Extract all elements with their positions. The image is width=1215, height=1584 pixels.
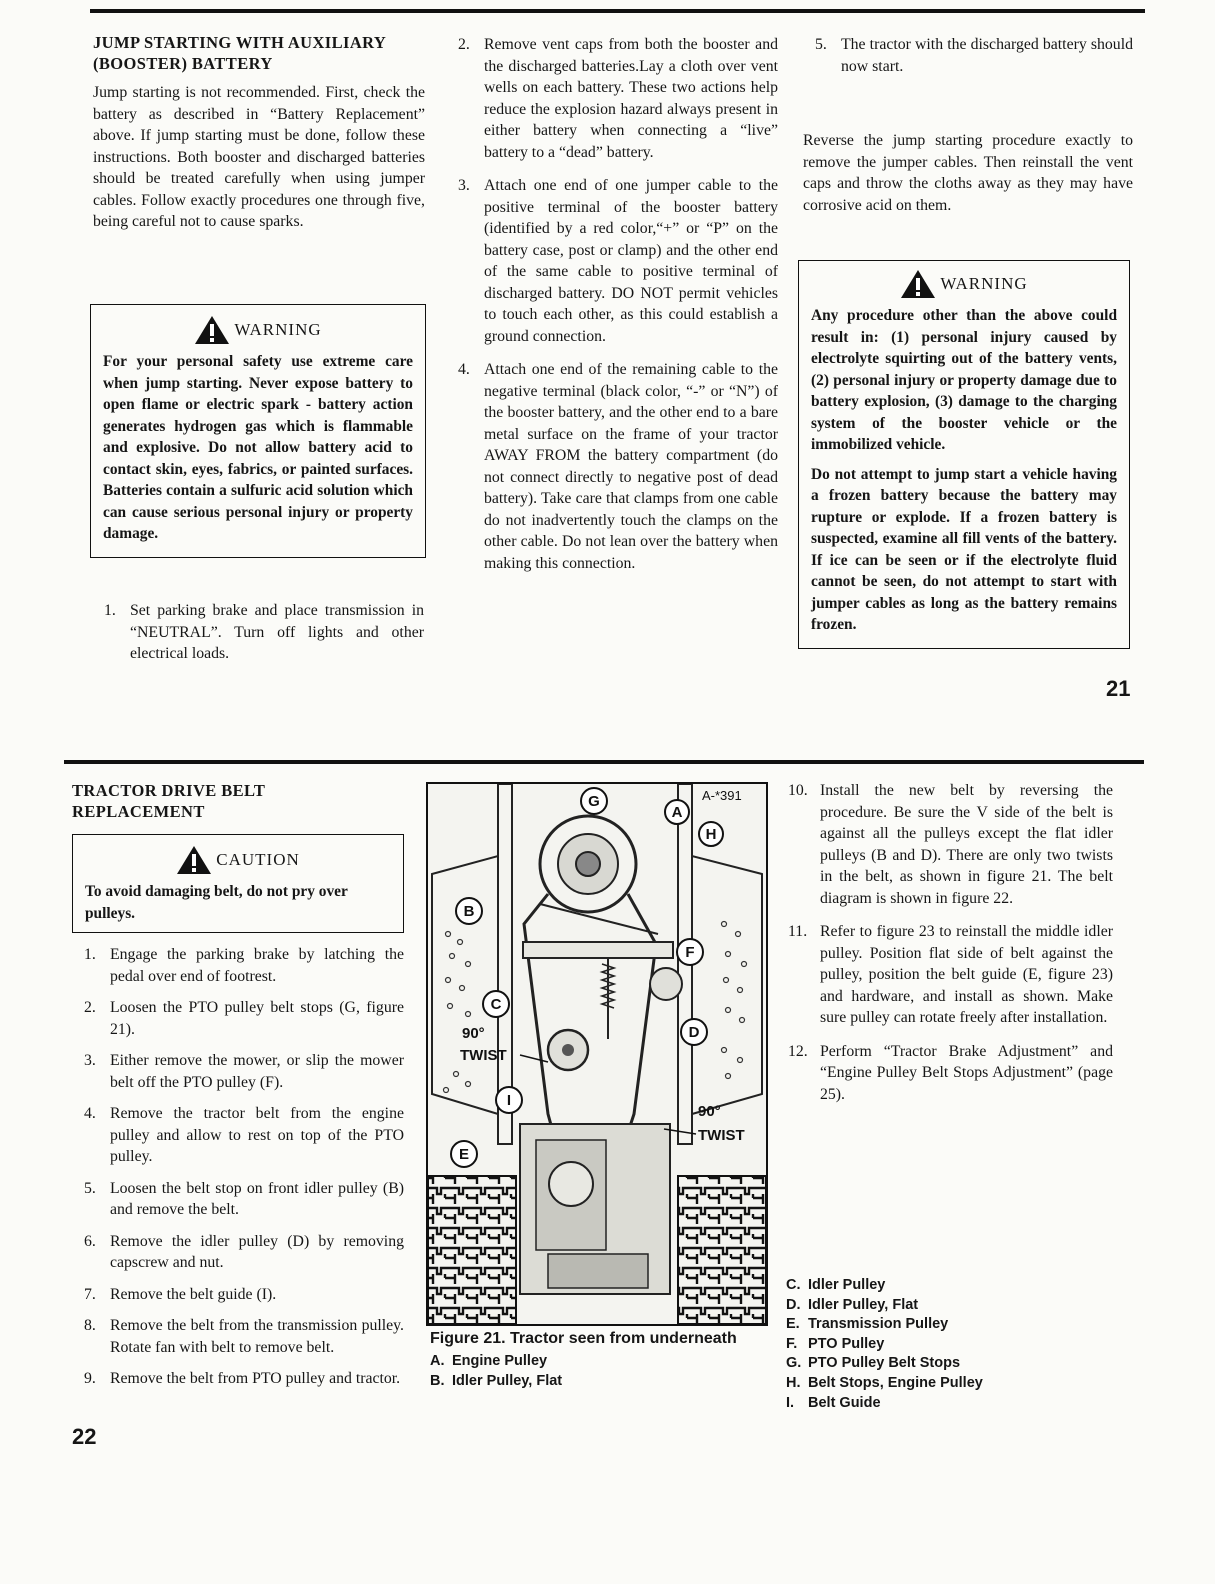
callout-c [483, 991, 509, 1017]
bottom-steps-right [788, 780, 1113, 1115]
warning-box-2 [798, 260, 1130, 649]
list-item: 5. Loosen the belt stop on front idler pulley (B) and remove the belt. [84, 1179, 404, 1218]
svg-text:C: C [490, 996, 502, 1013]
callout-b [456, 898, 482, 924]
callout-h [699, 822, 723, 846]
legend-item-c: C. Idler Pulley [786, 1277, 886, 1293]
list-item: 6. Remove the idler pulley (D) by removing capscrew and nut. [84, 1232, 404, 1271]
legend-item-e: E. Transmission Pulley [786, 1316, 949, 1333]
callout-f [677, 939, 703, 965]
figure-21-caption-block [430, 1328, 760, 1391]
svg-text:F: F [685, 944, 695, 961]
svg-text:G: G [588, 793, 600, 810]
list-item: 2. Loosen the PTO pulley belt stops (G, figure 21). [84, 999, 404, 1038]
twist-label-90-right: 90° [698, 1103, 721, 1120]
list-item: 4. Attach one end of the remaining cable to the negative terminal (black color, “-” or “N”) of the booster battery, and the other end to a bare metal surface on the frame of your tractor AWAY FROM the battery compartment (do not connect directly to negative post of dead battery). Take care that clamps from one cable do not inadvertently touch the clamps on the other cable. Do not lean over the battery when making this connection. [458, 361, 778, 572]
page-number-21: 21 [1106, 676, 1131, 701]
legend-item-d: D. Idler Pulley, Flat [786, 1296, 919, 1313]
list-item: 10. Install the new belt by reversing the procedure. Be sure the V side of the belt is against all the pulleys except the flat idler pulleys (B and D). There are only two twists in the belt, as shown in figure 21. The belt diagram is shown in figure 22. [788, 782, 1113, 907]
list-item: 11. Refer to figure 23 to reinstall the middle idler pulley. Position flat side of belt against the pulley, position the belt guide (E, figure 23) and hardware, and install as shown. Make sure pulley can rotate freely after installation. [788, 923, 1113, 1026]
legend-item-h: H. Belt Stops, Engine Pulley [786, 1374, 983, 1391]
figure-21-caption: Figure 21. Tractor seen from underneath [430, 1330, 737, 1347]
warning-text-1: For your personal safety use extreme care when jump starting. Never expose battery to open flame or electric spark - battery action generates hydrogen gas which is flammable and explosive. Do not allow battery acid to contact skin, eyes, fabrics, or painted surfaces. Batteries contain a sulfuric acid solution which can cause serious personal injury or property damage. [103, 353, 413, 542]
list-item: 2. Remove vent caps from both the booster and the discharged batteries.Lay a cloth over vent wells on each battery. These two actions help reduce the explosion hazard always present in either battery when connecting a “live” battery to a “dead” battery. [458, 36, 778, 161]
figure-21-tractor-underside [426, 782, 768, 1326]
warning-triangle-icon [900, 269, 936, 299]
warning-text-2b: Do not attempt to jump start a vehicle having a frozen battery because the battery may rupture or explode. If a frozen battery is suspected, examine all fill vents of the battery. If ice can be seen or if the electrolyte fluid cannot be seen, do not attempt to start with jumper cables as long as the battery remains frozen. [811, 465, 1117, 633]
warning-text-2a: Any procedure other than the above could result in: (1) personal injury caused by electrolyte squirting out of the battery vents, (2) personal injury or property damage due to battery explosion, (3) damage to the charging system of the booster vehicle or the immobilized vehicle. [811, 307, 1117, 453]
top-middle-column [458, 34, 778, 584]
list-item: 7. Remove the belt guide (I). [84, 1285, 277, 1303]
list-item: 9. Remove the belt from PTO pulley and tractor. [84, 1370, 401, 1387]
callout-d [681, 1019, 707, 1045]
list-item: 3. Either remove the mower, or slip the mower belt off the PTO pulley (F). [84, 1052, 404, 1091]
caution-title [85, 845, 391, 875]
warning-label-1: WARNING [234, 320, 322, 340]
svg-text:D: D [688, 1024, 700, 1041]
caution-text: To avoid damaging belt, do not pry over pulleys. [85, 883, 348, 922]
top-rule [90, 9, 1145, 13]
jump-start-heading: JUMP STARTING WITH AUXILIARY (BOOSTER) BATTERY [93, 33, 387, 73]
legend-item-f: F. PTO Pulley [786, 1335, 885, 1352]
page-number-22: 22 [72, 1424, 97, 1449]
bottom-rule [64, 760, 1144, 764]
list-item: 3. Attach one end of one jumper cable to the positive terminal of the booster battery (identified by a red color,“+” or “P” on the battery case, post or clamp) and the other end of the same cable to positive terminal of discharged battery. DO NOT permit vehicles to touch each other, as this could establish a ground connection. [458, 177, 778, 345]
reverse-procedure: Reverse the jump starting procedure exactly to remove the jumper cables. Then reinstall the vent caps and throw the cloths away as they may have corrosive acid on them. [803, 132, 1133, 214]
list-item: 4. Remove the tractor belt from the engine pulley and allow to rest on top of the PTO pulley. [84, 1105, 404, 1165]
twist-label-90-left: 90° [462, 1025, 485, 1042]
caution-box [72, 834, 404, 933]
jump-start-intro: Jump starting is not recommended. First, check the battery as described in “Battery Replacement” above. If jump starting must be done, follow these instructions. Both booster and discharged batteries should be treated carefully when using jumper cables. Follow exactly procedures one through five, being careful not to cause sparks. [93, 84, 425, 230]
legend-item-g: G. PTO Pulley Belt Stops [786, 1355, 961, 1372]
twist-label-right: TWIST [698, 1127, 745, 1144]
callout-i [496, 1087, 522, 1113]
list-item: 1. Set parking brake and place transmission in “NEUTRAL”. Turn off lights and other electrical loads. [104, 602, 424, 662]
top-right-column [815, 34, 1133, 87]
warning-title-2 [811, 269, 1117, 299]
list-item: 8. Remove the belt from the transmission pulley. Rotate fan with belt to remove belt. [84, 1317, 404, 1356]
bottom-left-column [72, 780, 410, 830]
top-step-1 [104, 600, 424, 675]
list-item: 5. The tractor with the discharged battery should now start. [815, 36, 1133, 75]
legend-item-b: B. Idler Pulley, Flat [430, 1372, 563, 1389]
warning-title-1 [103, 315, 413, 345]
warning-triangle-icon [194, 315, 230, 345]
drive-belt-heading: TRACTOR DRIVE BELT REPLACEMENT [72, 781, 266, 821]
warning-box-1 [90, 304, 426, 558]
caution-label: CAUTION [216, 850, 300, 870]
svg-text:E: E [458, 1146, 470, 1163]
legend-item-i: I. Belt Guide [786, 1394, 881, 1411]
svg-text:B: B [463, 903, 475, 920]
tractor-underside-drawing [428, 784, 766, 1324]
legend-item-a: A. Engine Pulley [430, 1353, 548, 1369]
list-item: 1. Engage the parking brake by latching the pedal over end of footrest. [84, 946, 404, 985]
figure-ref-label: A-*391 [702, 788, 742, 803]
svg-text:A: A [671, 804, 683, 821]
warning-label-2: WARNING [940, 274, 1028, 294]
twist-label-left: TWIST [460, 1047, 507, 1064]
top-left-column [93, 32, 425, 233]
callout-g [581, 788, 607, 814]
warning-triangle-icon [176, 845, 212, 875]
list-item: 12. Perform “Tractor Brake Adjustment” and “Engine Pulley Belt Stops Adjustment” (page 25). [788, 1042, 1113, 1103]
svg-text:H: H [705, 826, 717, 843]
figure-21-legend [786, 1276, 983, 1413]
callout-e [451, 1141, 477, 1167]
svg-text:I: I [506, 1092, 512, 1109]
bottom-steps-left [84, 944, 404, 1400]
callout-a [665, 800, 689, 824]
